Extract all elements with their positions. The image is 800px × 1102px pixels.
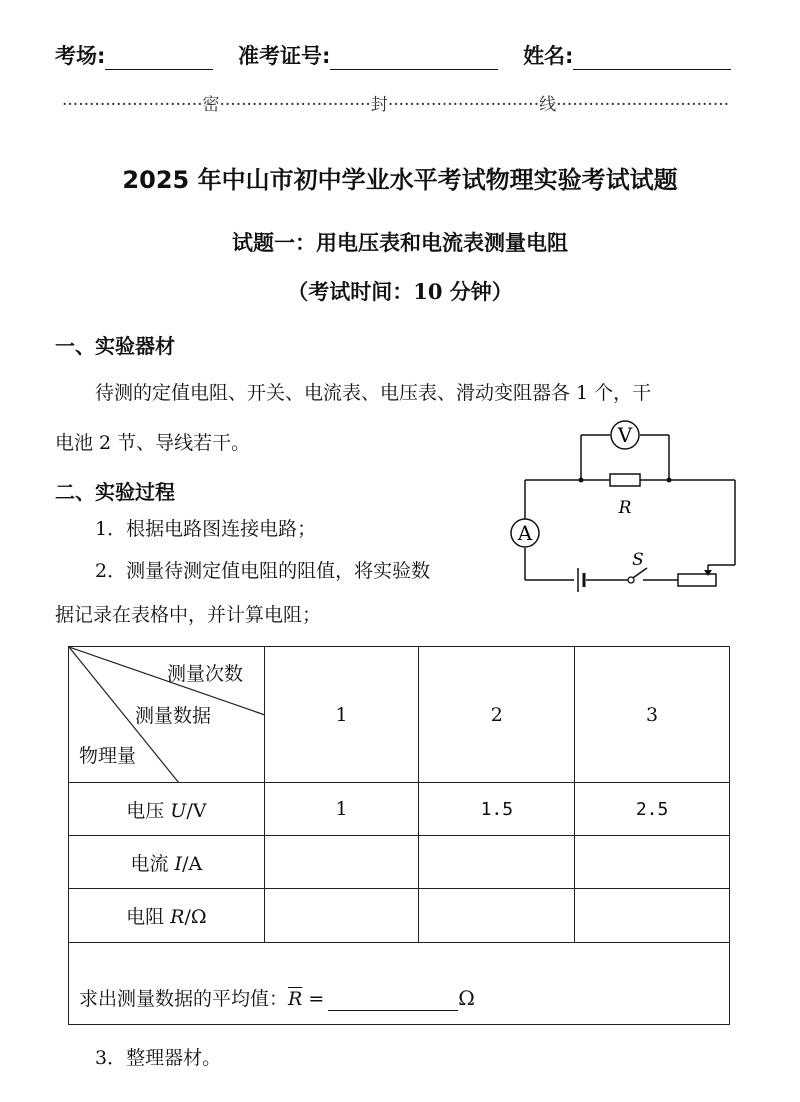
seal-char-mi: 密 [202, 95, 220, 115]
table-row-average [69, 943, 730, 1025]
trial-header: 1 [264, 647, 419, 783]
average-cell [69, 943, 730, 1025]
name-field[interactable] [573, 47, 731, 70]
corner-cell [69, 647, 265, 783]
row-label-resistance: 电阻 R/Ω [69, 889, 265, 943]
header-line [55, 40, 731, 70]
average-text: 求出测量数据的平均值： [79, 988, 289, 1010]
corner-label-trials: 测量次数 [167, 663, 244, 685]
exam-room-field[interactable] [105, 47, 213, 70]
corner-label-data: 测量数据 [135, 705, 212, 727]
voltage-cell[interactable]: 1 [264, 783, 419, 836]
average-unit: Ω [458, 986, 475, 1010]
table-header-row [69, 647, 730, 783]
resistance-cell[interactable] [264, 889, 419, 943]
exam-time: （考试时间：10 分钟） [287, 279, 513, 304]
voltmeter-label: V [617, 423, 633, 447]
step-3: 3．整理器材。 [95, 1047, 222, 1069]
voltage-cell[interactable]: 1.5 [419, 783, 575, 836]
materials-text-line1: 待测的定值电阻、开关、电流表、电压表、滑动变阻器各 1 个，干 [95, 382, 652, 404]
step-2-line2: 据记录在表格中，并计算电阻； [55, 604, 322, 626]
current-cell[interactable] [575, 836, 730, 889]
junction-dot-left [579, 478, 584, 483]
trial-header: 2 [419, 647, 575, 783]
section-heading-materials: 一、实验器材 [55, 334, 175, 358]
current-cell[interactable] [419, 836, 575, 889]
junction-dot-right [667, 478, 672, 483]
resistor-symbol [610, 474, 640, 486]
average-symbol: $\overline{R}$ [288, 988, 303, 1010]
step-2-line1: 2．测量待测定值电阻的阻值，将实验数 [95, 560, 431, 582]
exam-room-label: 考场: [55, 44, 106, 68]
resistance-cell[interactable] [419, 889, 575, 943]
materials-text-line2: 电池 2 节、导线若干。 [55, 432, 251, 454]
switch-pivot [628, 577, 634, 583]
resistor-label: R [618, 498, 632, 518]
table-row-current [69, 836, 730, 889]
seal-char-feng: 封 [370, 95, 388, 115]
average-equals: = [302, 988, 325, 1010]
name-label: 姓名: [523, 44, 574, 68]
question-subtitle: 试题一：用电压表和电流表测量电阻 [232, 230, 568, 255]
table-row-resistance [69, 889, 730, 943]
trial-header: 3 [575, 647, 730, 783]
average-answer-field[interactable] [328, 990, 458, 1011]
seal-char-xian: 线 [539, 95, 557, 115]
row-label-current: 电流 I/A [69, 836, 265, 889]
resistance-cell[interactable] [575, 889, 730, 943]
corner-label-quantity: 物理量 [79, 745, 137, 767]
row-label-voltage: 电压 U/V [69, 783, 265, 836]
table-row-voltage [69, 783, 730, 836]
seal-line: ··························密····························封····························线································ [62, 95, 730, 115]
rheostat-arrow [704, 570, 712, 576]
switch-label: S [632, 550, 644, 570]
section-heading-procedure: 二、实验过程 [55, 480, 175, 504]
circuit-diagram [500, 415, 760, 595]
ticket-number-field[interactable] [330, 47, 498, 70]
ticket-number-label: 准考证号: [238, 44, 331, 68]
voltage-cell[interactable]: 2.5 [575, 783, 730, 836]
page-title: 2025 年中山市初中学业水平考试物理实验考试试题 [122, 166, 678, 194]
step-1: 1．根据电路图连接电路； [95, 518, 317, 540]
rheostat-symbol [678, 574, 716, 586]
ammeter-label: A [517, 521, 533, 545]
data-table [68, 646, 730, 1025]
current-cell[interactable] [264, 836, 419, 889]
